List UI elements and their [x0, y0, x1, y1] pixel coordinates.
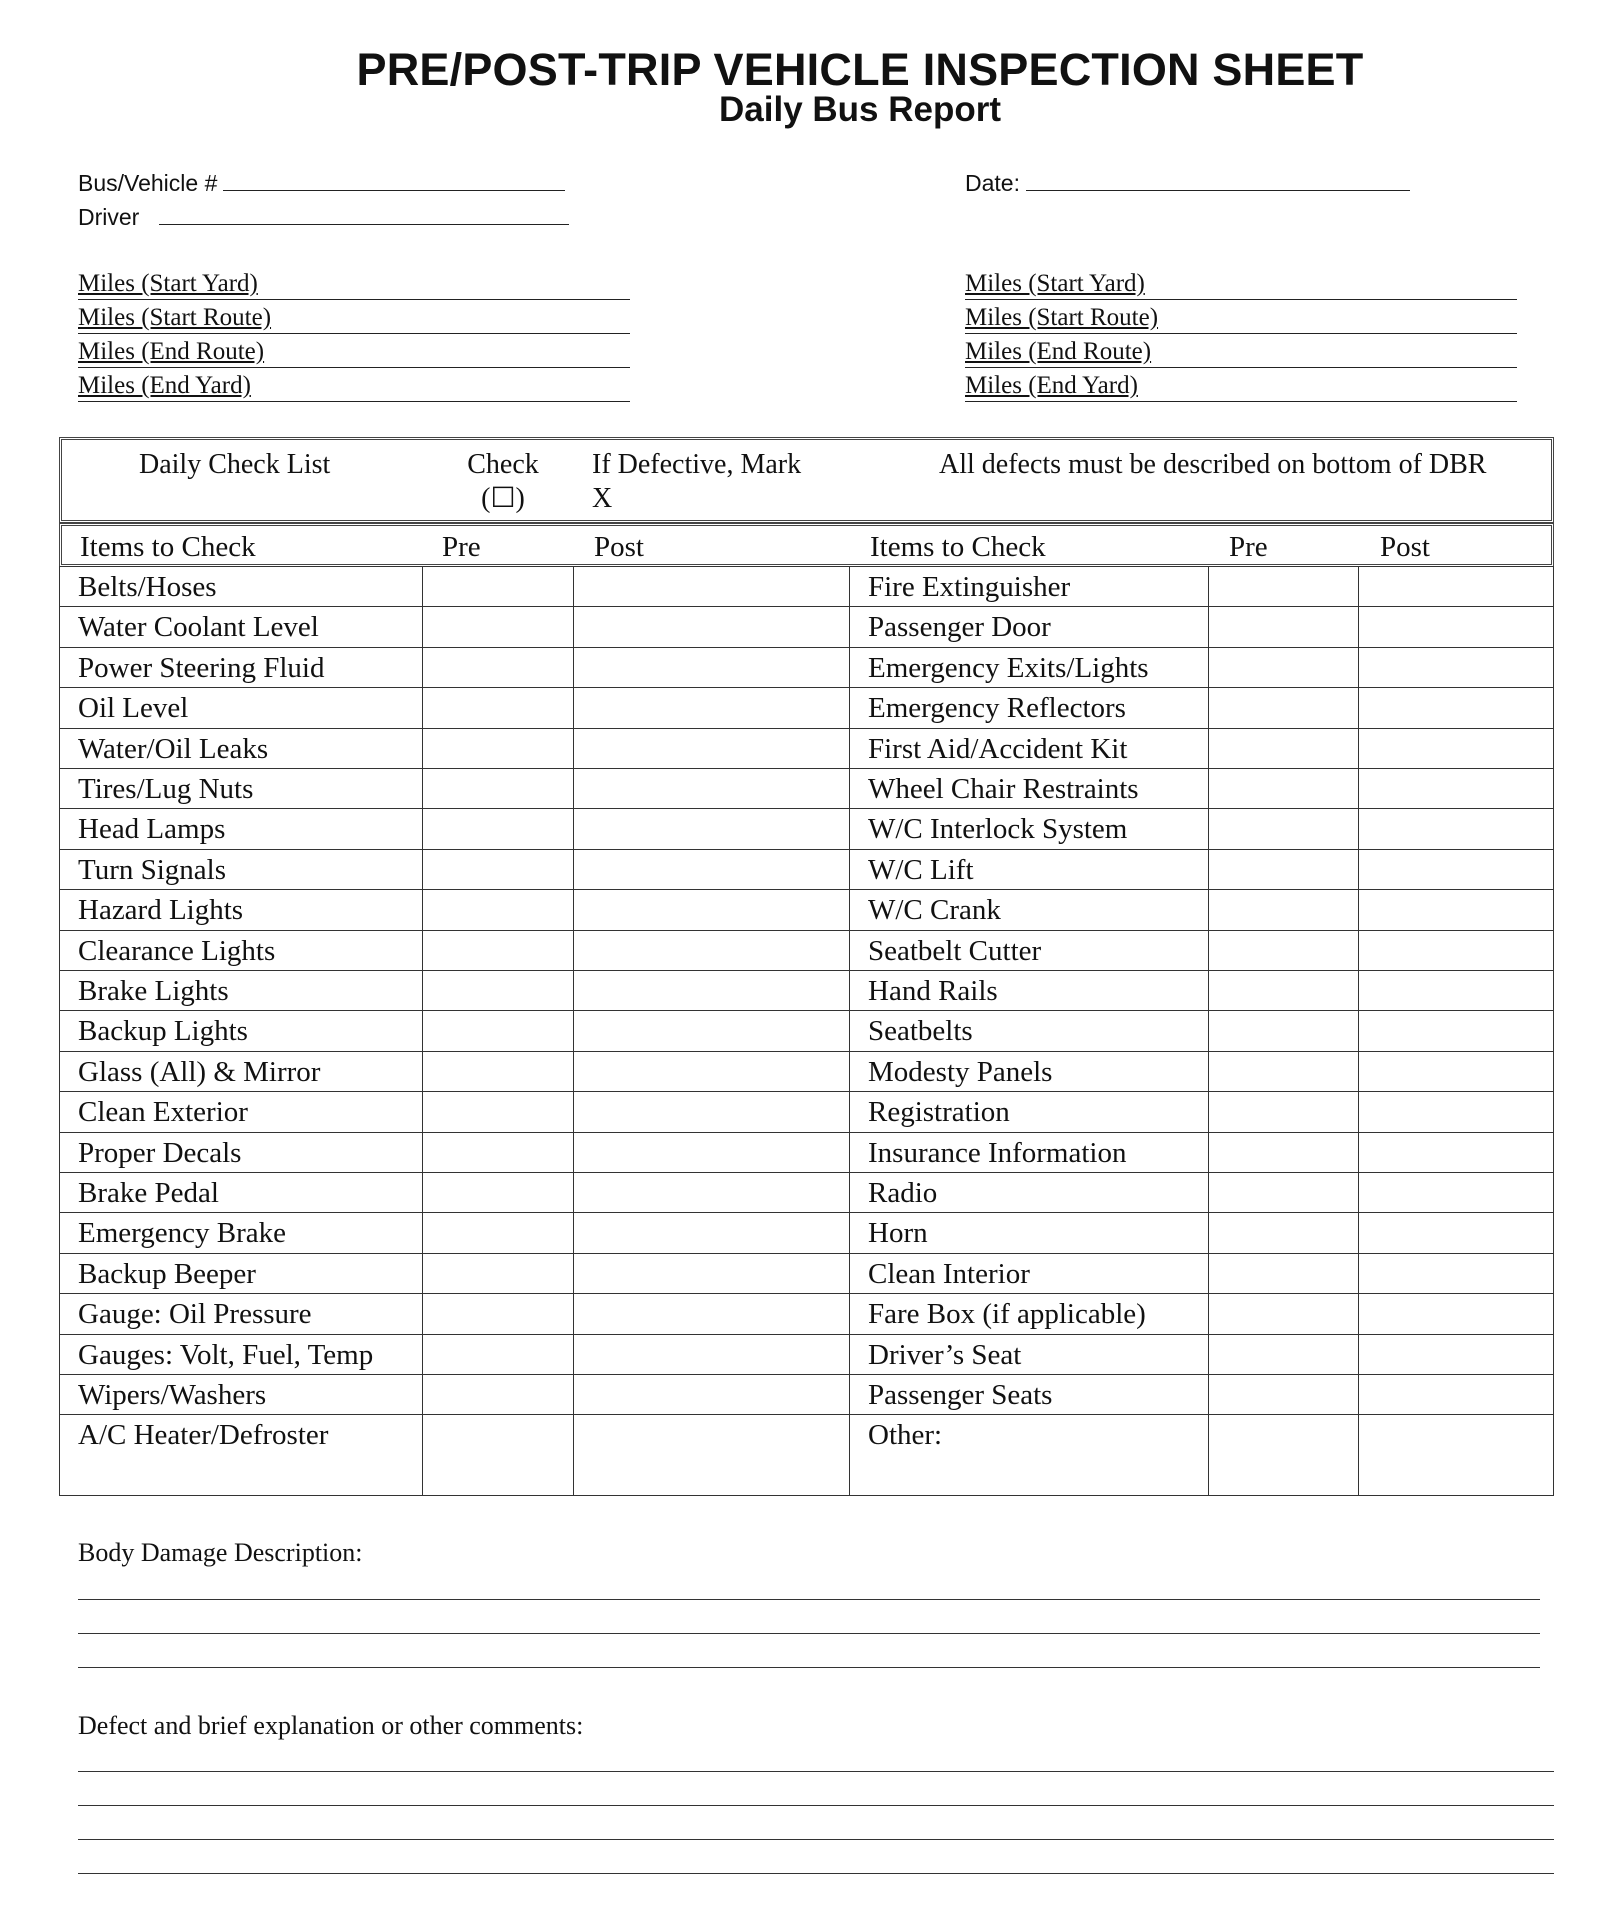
pre-right-checkbox[interactable]: [1208, 971, 1358, 1010]
post-left-checkbox[interactable]: [573, 648, 849, 687]
item-label-left: Wipers/Washers: [78, 1379, 267, 1411]
item-label-right: Other:: [868, 1419, 943, 1452]
miles-label: Miles (End Yard): [78, 372, 251, 399]
post-right-checkbox[interactable]: [1358, 607, 1555, 646]
miles-start-yard-left[interactable]: [78, 266, 630, 300]
item-label-right: Horn: [868, 1217, 928, 1250]
item-label-left: Tires/Lug Nuts: [78, 773, 254, 805]
defect-comment-line[interactable]: [78, 1839, 1554, 1840]
table-row: [60, 1254, 1553, 1294]
page-title: PRE/POST-TRIP VEHICLE INSPECTION SHEET: [356, 44, 1364, 95]
pre-left-checkbox[interactable]: [422, 890, 573, 929]
item-label-left: Proper Decals: [78, 1136, 242, 1169]
item-label-right: Emergency Reflectors: [868, 692, 1126, 725]
item-label-left: Gauge: Oil Pressure: [78, 1298, 312, 1331]
table-row: [60, 1335, 1553, 1375]
page-subtitle: Daily Bus Report: [719, 90, 1001, 129]
pre-left-checkbox[interactable]: [422, 1294, 573, 1333]
check-label-text: Check: [467, 449, 539, 480]
item-label-left: Turn Signals: [78, 853, 227, 886]
post-right-header: Post: [1380, 531, 1430, 563]
body-damage-label: Body Damage Description:: [78, 1538, 363, 1567]
pre-right-checkbox[interactable]: [1208, 1294, 1358, 1333]
if-defective-mark: X: [592, 483, 613, 514]
pre-left-checkbox[interactable]: [422, 1254, 573, 1293]
item-label-right: Insurance Information: [868, 1136, 1127, 1169]
item-label-right: Wheel Chair Restraints: [868, 773, 1139, 805]
post-left-checkbox[interactable]: [573, 688, 849, 727]
pre-left-checkbox[interactable]: [422, 1133, 573, 1172]
table-row: [60, 1213, 1553, 1253]
column-divider: [573, 567, 574, 1495]
table-row: [60, 1415, 1553, 1497]
miles-label: Miles (Start Yard): [78, 270, 258, 297]
post-right-checkbox[interactable]: [1358, 1254, 1555, 1293]
column-divider: [849, 567, 850, 1495]
post-right-checkbox[interactable]: [1358, 890, 1555, 929]
defect-comment-line[interactable]: [78, 1873, 1554, 1874]
bus-vehicle-input-line[interactable]: [223, 168, 565, 191]
bus-vehicle-label: Bus/Vehicle #: [78, 170, 218, 196]
item-label-left: Glass (All) & Mirror: [78, 1055, 321, 1088]
item-label-left: Emergency Brake: [78, 1217, 287, 1250]
item-label-left: Head Lamps: [78, 813, 226, 846]
post-right-checkbox[interactable]: [1358, 648, 1555, 687]
driver-label: Driver: [78, 204, 140, 230]
body-damage-line[interactable]: [78, 1667, 1540, 1668]
item-label-left: Backup Beeper: [78, 1257, 256, 1290]
post-left-checkbox[interactable]: [573, 1254, 849, 1293]
pre-left-checkbox[interactable]: [422, 1415, 573, 1497]
table-row: [60, 1173, 1553, 1213]
pre-left-checkbox[interactable]: [422, 688, 573, 727]
pre-left-checkbox[interactable]: [422, 769, 573, 808]
pre-left-checkbox[interactable]: [422, 1335, 573, 1374]
column-divider: [1358, 567, 1359, 1495]
post-left-checkbox[interactable]: [573, 567, 849, 606]
post-left-checkbox[interactable]: [573, 607, 849, 646]
item-label-right: Passenger Seats: [868, 1379, 1053, 1411]
item-label-left: Water/Oil Leaks: [78, 732, 269, 765]
item-label-right: Passenger Door: [868, 611, 1051, 644]
pre-right-checkbox[interactable]: [1208, 688, 1358, 727]
pre-right-checkbox[interactable]: [1208, 1254, 1358, 1293]
post-left-checkbox[interactable]: [573, 809, 849, 848]
post-right-checkbox[interactable]: [1358, 1375, 1555, 1414]
table-row: [60, 890, 1553, 930]
table-row: [60, 809, 1553, 849]
post-left-checkbox[interactable]: [573, 1294, 849, 1333]
post-right-checkbox[interactable]: [1358, 567, 1555, 606]
pre-right-checkbox[interactable]: [1208, 809, 1358, 848]
item-label-right: W/C Crank: [868, 894, 1001, 927]
pre-right-checkbox[interactable]: [1208, 1011, 1358, 1050]
pre-right-checkbox[interactable]: [1208, 1213, 1358, 1252]
item-label-left: Brake Pedal: [78, 1177, 219, 1209]
miles-label: Miles (Start Route): [78, 304, 272, 331]
items-to-check-right-header: Items to Check: [870, 531, 1046, 563]
pre-right-checkbox[interactable]: [1208, 1173, 1358, 1212]
daily-check-list-label: Daily Check List: [139, 449, 331, 480]
post-left-checkbox[interactable]: [573, 971, 849, 1010]
pre-left-checkbox[interactable]: [422, 648, 573, 687]
items-to-check-left-header: Items to Check: [80, 531, 256, 563]
miles-label: Miles (End Yard): [965, 372, 1138, 399]
items-column-header: [59, 523, 1554, 567]
item-label-right: W/C Interlock System: [868, 813, 1128, 846]
post-left-checkbox[interactable]: [573, 850, 849, 889]
post-right-checkbox[interactable]: [1358, 971, 1555, 1010]
date-field: [965, 168, 1410, 197]
pre-left-header: Pre: [442, 531, 481, 563]
table-row: [60, 1133, 1553, 1173]
table-row: [60, 971, 1553, 1011]
pre-right-checkbox[interactable]: [1208, 850, 1358, 889]
post-left-header: Post: [594, 531, 644, 563]
pre-right-checkbox[interactable]: [1208, 1092, 1358, 1131]
miles-label: Miles (Start Route): [965, 304, 1159, 331]
post-right-checkbox[interactable]: [1358, 1294, 1555, 1333]
pre-left-checkbox[interactable]: [422, 1375, 573, 1414]
pre-left-checkbox[interactable]: [422, 1213, 573, 1252]
pre-right-checkbox[interactable]: [1208, 1052, 1358, 1091]
pre-right-checkbox[interactable]: [1208, 1335, 1358, 1374]
pre-right-checkbox[interactable]: [1208, 567, 1358, 606]
pre-right-checkbox[interactable]: [1208, 648, 1358, 687]
item-label-right: Seatbelt Cutter: [868, 934, 1042, 967]
post-left-checkbox[interactable]: [573, 1335, 849, 1374]
item-label-right: Modesty Panels: [868, 1055, 1053, 1088]
table-row: [60, 1375, 1553, 1415]
pre-left-checkbox[interactable]: [422, 931, 573, 970]
item-label-left: Belts/Hoses: [78, 571, 217, 603]
table-row: [60, 769, 1553, 809]
miles-end-yard-right[interactable]: [965, 368, 1517, 402]
miles-end-yard-left[interactable]: [78, 368, 630, 402]
table-row: [60, 931, 1553, 971]
driver-field: [78, 202, 569, 231]
bus-vehicle-field: [78, 168, 565, 197]
body-damage-line[interactable]: [78, 1633, 1540, 1634]
item-label-right: Fire Extinguisher: [868, 571, 1071, 603]
table-row: [60, 607, 1553, 647]
post-right-checkbox[interactable]: [1358, 1213, 1555, 1252]
miles-end-route-left[interactable]: [78, 334, 630, 368]
all-defects-note: All defects must be described on bottom of DBR: [939, 449, 1487, 480]
post-left-checkbox[interactable]: [573, 1092, 849, 1131]
pre-left-checkbox[interactable]: [422, 607, 573, 646]
defect-comments-label: Defect and brief explanation or other comments:: [78, 1711, 584, 1740]
post-left-checkbox[interactable]: [573, 890, 849, 929]
item-label-left: Oil Level: [78, 692, 189, 725]
item-label-left: Power Steering Fluid: [78, 651, 325, 684]
post-right-checkbox[interactable]: [1358, 688, 1555, 727]
post-right-checkbox[interactable]: [1358, 850, 1555, 889]
pre-left-checkbox[interactable]: [422, 1052, 573, 1091]
item-label-right: Driver’s Seat: [868, 1338, 1022, 1371]
post-left-checkbox[interactable]: [573, 1052, 849, 1091]
post-right-checkbox[interactable]: [1358, 1052, 1555, 1091]
date-input-line[interactable]: [1026, 168, 1410, 191]
item-label-right: Clean Interior: [868, 1257, 1030, 1290]
post-right-checkbox[interactable]: [1358, 769, 1555, 808]
inspection-grid: [59, 566, 1554, 1496]
post-left-checkbox[interactable]: [573, 769, 849, 808]
pre-right-checkbox[interactable]: [1208, 1133, 1358, 1172]
post-right-checkbox[interactable]: [1358, 1133, 1555, 1172]
check-symbol: (☐): [481, 483, 525, 514]
post-left-checkbox[interactable]: [573, 729, 849, 768]
pre-left-checkbox[interactable]: [422, 729, 573, 768]
defect-comment-line[interactable]: [78, 1805, 1554, 1806]
post-right-checkbox[interactable]: [1358, 1335, 1555, 1374]
check-label: [458, 448, 548, 516]
post-left-checkbox[interactable]: [573, 1011, 849, 1050]
post-left-checkbox[interactable]: [573, 1213, 849, 1252]
post-left-checkbox[interactable]: [573, 1375, 849, 1414]
pre-right-checkbox[interactable]: [1208, 607, 1358, 646]
post-right-checkbox[interactable]: [1358, 809, 1555, 848]
table-row: [60, 648, 1553, 688]
defect-comment-line[interactable]: [78, 1771, 1554, 1772]
item-label-left: Clean Exterior: [78, 1096, 248, 1129]
pre-right-checkbox[interactable]: [1208, 890, 1358, 929]
pre-right-checkbox[interactable]: [1208, 931, 1358, 970]
body-damage-line[interactable]: [78, 1599, 1540, 1600]
table-row: [60, 1294, 1553, 1334]
column-divider: [422, 567, 423, 1495]
post-right-checkbox[interactable]: [1358, 931, 1555, 970]
post-right-checkbox[interactable]: [1358, 1173, 1555, 1212]
pre-right-checkbox[interactable]: [1208, 1375, 1358, 1414]
pre-left-checkbox[interactable]: [422, 567, 573, 606]
post-left-checkbox[interactable]: [573, 1133, 849, 1172]
item-label-right: W/C Lift: [868, 853, 974, 886]
date-label: Date:: [965, 170, 1020, 196]
pre-left-checkbox[interactable]: [422, 1092, 573, 1131]
table-row: [60, 567, 1553, 607]
table-row: [60, 1092, 1553, 1132]
item-label-right: Fare Box (if applicable): [868, 1298, 1146, 1331]
item-label-right: Radio: [868, 1177, 938, 1209]
post-left-checkbox[interactable]: [573, 1415, 849, 1497]
checklist-header-box: [59, 437, 1554, 523]
pre-left-checkbox[interactable]: [422, 971, 573, 1010]
miles-label: Miles (End Route): [78, 338, 265, 365]
table-row: [60, 850, 1553, 890]
miles-label: Miles (End Route): [965, 338, 1152, 365]
post-right-checkbox[interactable]: [1358, 1011, 1555, 1050]
post-right-checkbox[interactable]: [1358, 1415, 1555, 1497]
if-defective-label: [592, 448, 801, 516]
pre-right-checkbox[interactable]: [1208, 1415, 1358, 1497]
post-right-checkbox[interactable]: [1358, 729, 1555, 768]
post-left-checkbox[interactable]: [573, 1173, 849, 1212]
item-label-left: Hazard Lights: [78, 894, 244, 927]
miles-label: Miles (Start Yard): [965, 270, 1145, 297]
pre-left-checkbox[interactable]: [422, 850, 573, 889]
item-label-left: Brake Lights: [78, 975, 229, 1007]
pre-left-checkbox[interactable]: [422, 809, 573, 848]
item-label-left: A/C Heater/Defroster: [78, 1419, 329, 1452]
table-row: [60, 729, 1553, 769]
miles-start-yard-right[interactable]: [965, 266, 1517, 300]
item-label-right: Seatbelts: [868, 1015, 973, 1048]
item-label-right: Hand Rails: [868, 975, 998, 1007]
table-row: [60, 1052, 1553, 1092]
item-label-right: Emergency Exits/Lights: [868, 651, 1149, 684]
miles-start-route-right[interactable]: [965, 300, 1517, 334]
table-row: [60, 1011, 1553, 1051]
if-defective-text: If Defective, Mark: [592, 449, 802, 480]
pre-right-checkbox[interactable]: [1208, 769, 1358, 808]
item-label-right: First Aid/Accident Kit: [868, 732, 1128, 765]
pre-left-checkbox[interactable]: [422, 1173, 573, 1212]
item-label-right: Registration: [868, 1096, 1010, 1129]
pre-right-checkbox[interactable]: [1208, 729, 1358, 768]
post-right-checkbox[interactable]: [1358, 1092, 1555, 1131]
item-label-left: Backup Lights: [78, 1015, 248, 1048]
miles-start-route-left[interactable]: [78, 300, 630, 334]
item-label-left: Water Coolant Level: [78, 611, 319, 644]
miles-left-block: [78, 266, 630, 402]
item-label-left: Gauges: Volt, Fuel, Temp: [78, 1338, 374, 1371]
column-divider: [1208, 567, 1209, 1495]
miles-right-block: [965, 266, 1517, 402]
pre-left-checkbox[interactable]: [422, 1011, 573, 1050]
item-label-left: Clearance Lights: [78, 934, 276, 967]
pre-right-header: Pre: [1229, 531, 1268, 563]
miles-end-route-right[interactable]: [965, 334, 1517, 368]
table-row: [60, 688, 1553, 728]
post-left-checkbox[interactable]: [573, 931, 849, 970]
driver-input-line[interactable]: [159, 202, 569, 225]
